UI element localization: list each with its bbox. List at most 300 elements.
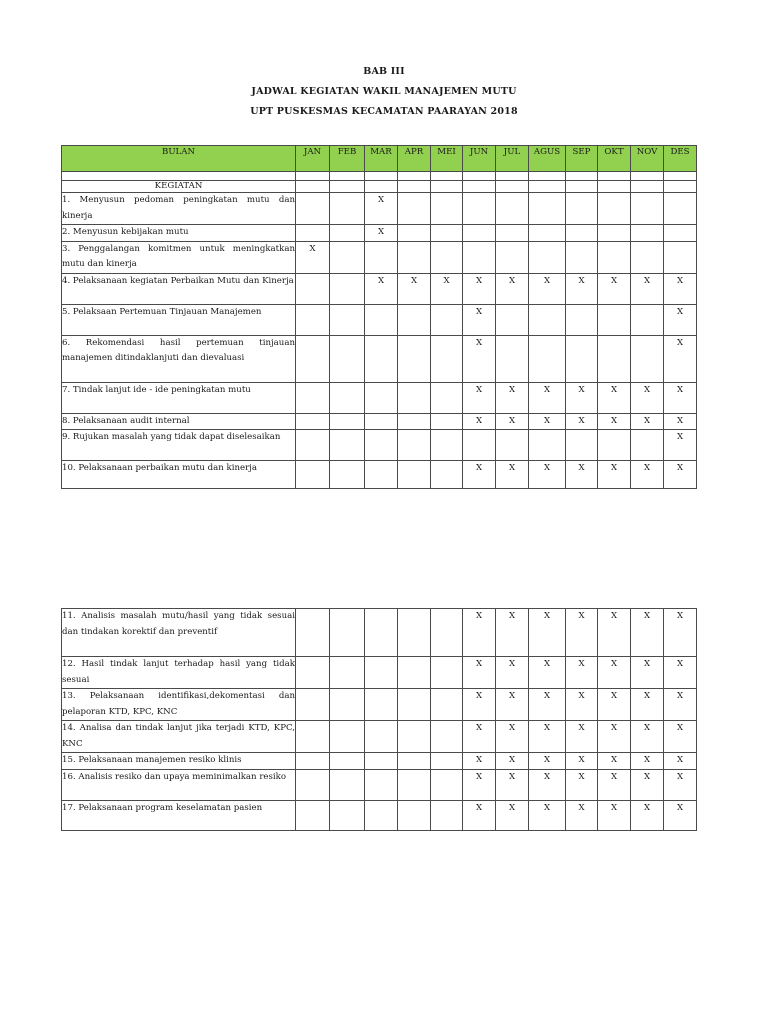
month-cell-apr <box>398 461 431 489</box>
schedule-mark: X <box>610 691 618 701</box>
empty-cell <box>664 181 697 193</box>
month-cell-agus <box>529 689 566 721</box>
schedule-mark: X <box>643 275 651 286</box>
spacer-cell <box>398 172 431 181</box>
schedule-mark: X <box>676 432 684 442</box>
month-cell-mar <box>365 225 398 242</box>
month-cell-jul <box>496 769 529 800</box>
activity-row <box>62 225 697 242</box>
month-cell-apr <box>398 430 431 461</box>
schedule-mark: X <box>578 611 585 621</box>
activity-row <box>62 430 697 461</box>
month-cell-des <box>664 273 697 304</box>
month-cell-mei <box>431 273 463 304</box>
month-cell-okt <box>598 657 631 689</box>
document-subtitle: UPT PUSKESMAS KECAMATAN PAARAYAN 2018 <box>250 106 518 117</box>
activity-row <box>62 461 697 489</box>
spacer-cell <box>496 172 529 181</box>
schedule-mark: X <box>508 755 516 765</box>
month-cell-agus <box>529 800 566 830</box>
month-cell-jun <box>463 800 496 830</box>
month-cell-jul <box>496 335 529 382</box>
month-cell-jan <box>296 721 330 753</box>
month-cell-okt <box>598 721 631 753</box>
month-cell-sep <box>566 382 598 413</box>
spacer-cell <box>296 172 330 181</box>
month-cell-mei <box>431 413 463 430</box>
month-cell-jul <box>496 413 529 430</box>
month-cell-jan <box>296 461 330 489</box>
month-cell-mar <box>365 657 398 689</box>
month-cell-mei <box>431 721 463 753</box>
month-cell-apr <box>398 304 431 335</box>
month-cell-okt <box>598 461 631 489</box>
schedule-mark: X <box>610 275 618 286</box>
schedule-mark: X <box>543 755 551 765</box>
month-cell-jan <box>296 335 330 382</box>
schedule-mark: X <box>676 755 684 765</box>
schedule-mark: X <box>578 463 585 473</box>
month-cell-jan <box>296 689 330 721</box>
activity-label: 15. Pelaksanaan manajemen resiko klinis <box>62 753 296 770</box>
schedule-mark: X <box>443 275 450 286</box>
month-cell-sep <box>566 273 598 304</box>
month-cell-nov <box>631 753 664 770</box>
month-cell-apr <box>398 769 431 800</box>
month-cell-mar <box>365 721 398 753</box>
schedule-mark: X <box>475 723 483 733</box>
schedule-mark: X <box>543 384 551 395</box>
month-cell-des <box>664 335 697 382</box>
month-cell-agus <box>529 657 566 689</box>
schedule-mark: X <box>508 802 516 813</box>
month-cell-apr <box>398 273 431 304</box>
schedule-mark: X <box>643 415 651 426</box>
month-cell-apr <box>398 721 431 753</box>
month-cell-jul <box>496 273 529 304</box>
schedule-mark: X <box>610 723 618 733</box>
month-cell-sep <box>566 241 598 273</box>
month-cell-feb <box>330 769 365 800</box>
schedule-mark: X <box>475 415 483 426</box>
schedule-mark: X <box>475 384 483 395</box>
month-cell-mei <box>431 335 463 382</box>
month-cell-des <box>664 382 697 413</box>
month-cell-feb <box>330 273 365 304</box>
spacer-cell <box>566 172 598 181</box>
schedule-table-part-2 <box>61 608 697 831</box>
chapter-heading: BAB III <box>363 66 405 77</box>
schedule-mark: X <box>643 384 651 395</box>
spacer-cell <box>62 172 296 181</box>
schedule-mark: X <box>543 275 551 286</box>
month-cell-jun <box>463 335 496 382</box>
schedule-mark: X <box>475 659 483 669</box>
activity-row <box>62 273 697 304</box>
spacer-row <box>62 172 697 181</box>
schedule-mark: X <box>578 659 585 669</box>
month-cell-okt <box>598 225 631 242</box>
schedule-mark: X <box>410 275 418 286</box>
month-cell-feb <box>330 689 365 721</box>
month-cell-agus <box>529 225 566 242</box>
month-cell-jan <box>296 753 330 770</box>
month-cell-mei <box>431 657 463 689</box>
schedule-mark: X <box>377 227 385 237</box>
month-cell-mei <box>431 241 463 273</box>
activity-row <box>62 721 697 753</box>
month-cell-des <box>664 430 697 461</box>
spacer-cell <box>330 172 365 181</box>
month-cell-mei <box>431 800 463 830</box>
activity-label: 8. Pelaksanaan audit internal <box>62 413 296 430</box>
spacer-cell <box>664 172 697 181</box>
activity-label: 17. Pelaksanaan program keselamatan pasien <box>62 800 296 830</box>
month-cell-mei <box>431 769 463 800</box>
month-cell-jul <box>496 689 529 721</box>
month-cell-jan <box>296 800 330 830</box>
month-cell-nov <box>631 193 664 225</box>
spacer-cell <box>598 172 631 181</box>
month-cell-jan <box>296 430 330 461</box>
month-cell-des <box>664 304 697 335</box>
month-cell-mei <box>431 430 463 461</box>
month-cell-okt <box>598 430 631 461</box>
month-cell-sep <box>566 609 598 657</box>
activity-label: 10. Pelaksanaan perbaikan mutu dan kinerja <box>62 461 296 489</box>
month-cell-mar <box>365 193 398 225</box>
month-cell-nov <box>631 413 664 430</box>
schedule-mark: X <box>676 691 684 701</box>
schedule-mark: X <box>578 755 585 765</box>
month-cell-jan <box>296 241 330 273</box>
month-cell-mar <box>365 273 398 304</box>
month-cell-nov <box>631 657 664 689</box>
month-cell-okt <box>598 609 631 657</box>
activity-row <box>62 304 697 335</box>
month-cell-mar <box>365 689 398 721</box>
activity-row <box>62 382 697 413</box>
month-cell-feb <box>330 753 365 770</box>
month-cell-mar <box>365 609 398 657</box>
activity-row <box>62 657 697 689</box>
month-header-des: DES <box>664 146 697 172</box>
schedule-mark: X <box>578 771 585 782</box>
month-cell-feb <box>330 225 365 242</box>
month-header-okt: OKT <box>598 146 631 172</box>
schedule-mark: X <box>643 463 651 473</box>
month-cell-mar <box>365 304 398 335</box>
month-cell-jan <box>296 769 330 800</box>
month-cell-jun <box>463 241 496 273</box>
month-cell-apr <box>398 609 431 657</box>
month-cell-jan <box>296 413 330 430</box>
activity-row <box>62 753 697 770</box>
schedule-mark: X <box>543 415 551 426</box>
month-cell-feb <box>330 800 365 830</box>
month-cell-jan <box>296 657 330 689</box>
month-cell-jun <box>463 382 496 413</box>
schedule-mark: X <box>309 243 316 254</box>
month-cell-mei <box>431 193 463 225</box>
schedule-mark: X <box>610 384 618 395</box>
month-cell-nov <box>631 689 664 721</box>
month-header-nov: NOV <box>631 146 664 172</box>
month-cell-jul <box>496 721 529 753</box>
schedule-mark: X <box>578 802 585 813</box>
activity-label: 11. Analisis masalah mutu/hasil yang tidak sesuai dan tindakan korektif dan preventif <box>62 609 296 657</box>
activity-row <box>62 689 697 721</box>
schedule-mark: X <box>475 802 483 813</box>
month-cell-jun <box>463 413 496 430</box>
schedule-mark: X <box>508 659 516 669</box>
bulan-header: BULAN <box>62 146 296 172</box>
activity-label: 12. Hasil tindak lanjut terhadap hasil yang tidak sesuai <box>62 657 296 689</box>
month-cell-jan <box>296 193 330 225</box>
month-cell-apr <box>398 225 431 242</box>
schedule-mark: X <box>543 771 551 782</box>
activity-label: 9. Rujukan masalah yang tidak dapat diselesaikan <box>62 430 296 461</box>
month-cell-nov <box>631 304 664 335</box>
schedule-mark: X <box>578 275 585 286</box>
month-header-jan: JAN <box>296 146 330 172</box>
activity-row <box>62 335 697 382</box>
month-cell-mei <box>431 225 463 242</box>
month-cell-jun <box>463 609 496 657</box>
month-cell-jul <box>496 657 529 689</box>
month-cell-jun <box>463 657 496 689</box>
month-cell-des <box>664 461 697 489</box>
activity-row <box>62 800 697 830</box>
schedule-mark: X <box>610 463 618 473</box>
month-cell-nov <box>631 721 664 753</box>
month-cell-mei <box>431 461 463 489</box>
month-cell-nov <box>631 241 664 273</box>
month-cell-mar <box>365 413 398 430</box>
month-cell-jun <box>463 753 496 770</box>
month-header-apr: APR <box>398 146 431 172</box>
month-header-mei: MEI <box>431 146 463 172</box>
month-cell-feb <box>330 430 365 461</box>
month-cell-mei <box>431 609 463 657</box>
empty-cell <box>631 181 664 193</box>
schedule-mark: X <box>643 691 651 701</box>
month-cell-sep <box>566 657 598 689</box>
schedule-mark: X <box>543 659 551 669</box>
spacer-cell <box>631 172 664 181</box>
schedule-mark: X <box>610 611 618 621</box>
month-cell-okt <box>598 689 631 721</box>
month-cell-sep <box>566 193 598 225</box>
schedule-mark: X <box>676 659 684 669</box>
month-cell-jul <box>496 753 529 770</box>
month-cell-okt <box>598 382 631 413</box>
schedule-mark: X <box>475 771 483 782</box>
month-cell-jul <box>496 461 529 489</box>
month-header-jun: JUN <box>463 146 496 172</box>
schedule-mark: X <box>610 415 618 426</box>
schedule-mark: X <box>643 771 651 782</box>
schedule-mark: X <box>475 691 483 701</box>
month-cell-des <box>664 241 697 273</box>
month-cell-nov <box>631 382 664 413</box>
empty-cell <box>598 181 631 193</box>
month-cell-des <box>664 721 697 753</box>
month-cell-mar <box>365 335 398 382</box>
month-header-feb: FEB <box>330 146 365 172</box>
month-cell-jun <box>463 304 496 335</box>
month-cell-mar <box>365 769 398 800</box>
month-cell-nov <box>631 225 664 242</box>
month-cell-nov <box>631 461 664 489</box>
month-cell-des <box>664 769 697 800</box>
month-cell-agus <box>529 753 566 770</box>
kegiatan-label: KEGIATAN <box>62 181 296 193</box>
schedule-mark: X <box>643 755 651 765</box>
schedule-table-part-1 <box>61 145 697 489</box>
schedule-mark: X <box>543 611 551 621</box>
schedule-mark: X <box>508 463 516 473</box>
schedule-mark: X <box>543 691 551 701</box>
month-cell-jun <box>463 769 496 800</box>
activity-label: 14. Analisa dan tindak lanjut jika terjadi KTD, KPC, KNC <box>62 721 296 753</box>
schedule-mark: X <box>475 275 483 286</box>
month-cell-apr <box>398 657 431 689</box>
schedule-mark: X <box>543 723 551 733</box>
schedule-mark: X <box>676 275 684 286</box>
month-cell-agus <box>529 193 566 225</box>
schedule-mark: X <box>578 723 585 733</box>
month-cell-jul <box>496 225 529 242</box>
empty-cell <box>463 181 496 193</box>
month-cell-sep <box>566 689 598 721</box>
month-cell-jul <box>496 193 529 225</box>
month-cell-feb <box>330 461 365 489</box>
spacer-cell <box>463 172 496 181</box>
schedule-mark: X <box>377 275 385 286</box>
activity-row <box>62 413 697 430</box>
month-cell-mei <box>431 689 463 721</box>
month-cell-des <box>664 689 697 721</box>
schedule-mark: X <box>475 306 483 317</box>
month-cell-okt <box>598 753 631 770</box>
activity-row <box>62 609 697 657</box>
month-cell-jun <box>463 461 496 489</box>
schedule-mark: X <box>610 802 618 813</box>
schedule-mark: X <box>508 275 516 286</box>
month-cell-sep <box>566 800 598 830</box>
month-cell-mar <box>365 241 398 273</box>
empty-cell <box>529 181 566 193</box>
month-cell-des <box>664 753 697 770</box>
month-cell-okt <box>598 304 631 335</box>
month-cell-feb <box>330 335 365 382</box>
month-cell-mar <box>365 382 398 413</box>
activity-row <box>62 241 697 273</box>
month-cell-nov <box>631 430 664 461</box>
schedule-mark: X <box>475 463 483 473</box>
activity-label: 7. Tindak lanjut ide - ide peningkatan mutu <box>62 382 296 413</box>
activity-label: 3. Penggalangan komitmen untuk meningkatkan mutu dan kinerja <box>62 241 296 273</box>
month-cell-jan <box>296 225 330 242</box>
month-cell-des <box>664 413 697 430</box>
spacer-cell <box>529 172 566 181</box>
month-cell-okt <box>598 335 631 382</box>
schedule-mark: X <box>643 723 651 733</box>
month-cell-agus <box>529 461 566 489</box>
kegiatan-row <box>62 181 697 193</box>
schedule-mark: X <box>676 337 684 348</box>
empty-cell <box>330 181 365 193</box>
document-title: JADWAL KEGIATAN WAKIL MANAJEMEN MUTU <box>251 86 517 97</box>
month-cell-sep <box>566 430 598 461</box>
month-cell-mei <box>431 753 463 770</box>
month-cell-des <box>664 657 697 689</box>
month-cell-okt <box>598 413 631 430</box>
month-cell-des <box>664 800 697 830</box>
schedule-mark: X <box>676 463 684 473</box>
month-cell-feb <box>330 657 365 689</box>
month-header-jul: JUL <box>496 146 529 172</box>
empty-cell <box>431 181 463 193</box>
month-header-mar: MAR <box>365 146 398 172</box>
month-cell-sep <box>566 413 598 430</box>
month-cell-agus <box>529 413 566 430</box>
activity-label: 1. Menyusun pedoman peningkatan mutu dan kinerja <box>62 193 296 225</box>
month-cell-mar <box>365 430 398 461</box>
month-cell-feb <box>330 241 365 273</box>
month-cell-sep <box>566 721 598 753</box>
spacer-cell <box>431 172 463 181</box>
schedule-mark: X <box>643 802 651 813</box>
month-cell-sep <box>566 461 598 489</box>
activity-row <box>62 193 697 225</box>
schedule-mark: X <box>676 802 684 813</box>
schedule-mark: X <box>543 802 551 813</box>
schedule-mark: X <box>377 195 385 205</box>
month-cell-des <box>664 193 697 225</box>
month-cell-agus <box>529 241 566 273</box>
month-cell-feb <box>330 721 365 753</box>
month-cell-jun <box>463 225 496 242</box>
schedule-mark: X <box>610 771 618 782</box>
month-cell-agus <box>529 721 566 753</box>
month-cell-jul <box>496 304 529 335</box>
month-cell-jun <box>463 721 496 753</box>
month-cell-jun <box>463 193 496 225</box>
schedule-mark: X <box>475 755 483 765</box>
schedule-mark: X <box>643 611 651 621</box>
schedule-mark: X <box>508 723 516 733</box>
month-cell-mei <box>431 382 463 413</box>
schedule-mark: X <box>508 384 516 395</box>
schedule-mark: X <box>508 415 516 426</box>
month-cell-okt <box>598 769 631 800</box>
month-cell-feb <box>330 193 365 225</box>
month-cell-jul <box>496 430 529 461</box>
month-cell-sep <box>566 304 598 335</box>
month-cell-nov <box>631 335 664 382</box>
month-cell-nov <box>631 800 664 830</box>
month-cell-jun <box>463 689 496 721</box>
month-cell-jul <box>496 241 529 273</box>
month-cell-sep <box>566 225 598 242</box>
month-cell-apr <box>398 689 431 721</box>
month-cell-mar <box>365 461 398 489</box>
month-cell-jan <box>296 304 330 335</box>
month-cell-agus <box>529 609 566 657</box>
schedule-mark: X <box>610 755 618 765</box>
